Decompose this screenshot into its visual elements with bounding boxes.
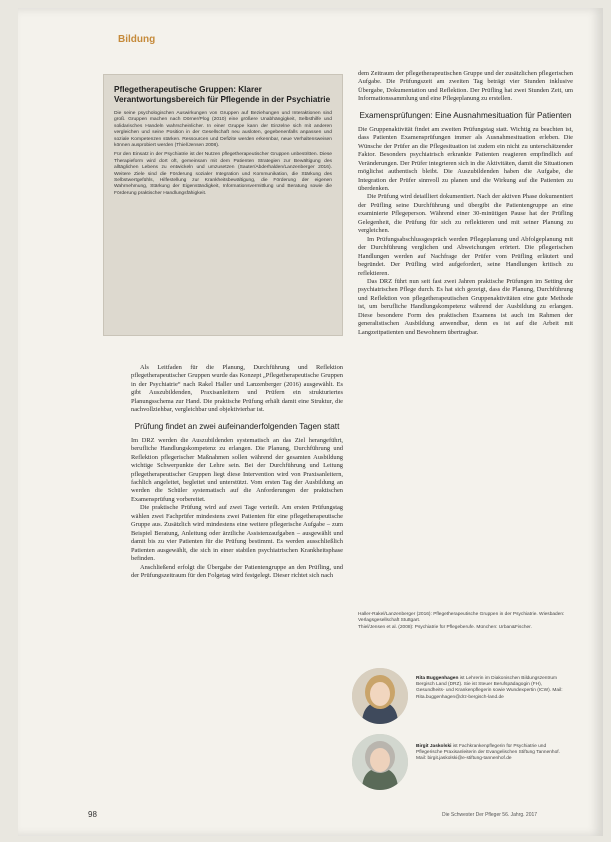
author-text: ist Fachkrankenpflegerin für Psychiatrie und Pflegerische Praxisanleiterin der Evangelischen Stiftung Tannenhof. Mail: birgit.jaskolski@e-stiftung-tannenhof.de <box>416 744 560 762</box>
body-paragraph: Im Prüfungsabschlussgespräch werden Pflegeplanung und Abfolgeplanung mit der Durchführung verglichen und Abweichungen erörtert. Die pflegerischen Handlungen werden auf Nachfrage der Prüfer vom Prüfling erläutert und begründet. Der Prüfling wird aufgefordert, seine Handlungen kritisch zu reflektieren. <box>358 235 573 277</box>
body-paragraph: Die Gruppenaktivität findet am zweiten Prüfungstag statt. Wichtig zu beachten ist, dass Patienten Examensprüfungen immer als Ausnahmesituation erleben. Die Wünsche der Prüfer an die Pflegesituation ist zudem ein nicht zu unterschätzender Faktor. Besonders psychiatrisch erkrankte Patienten reagieren empfindlich auf Veränderungen. Der Prüfer integrieren sich in die Aktivitäten, damit die Situationen möglichst authentisch bleibt. Die Auszubildenden haben die Aufgabe, die Integration der Prüfer sinnvoll zu planen und die Wirkung auf die Patienten zu überdenken. <box>358 125 573 192</box>
body-paragraph: Die praktische Prüfung wird auf zwei Tage verteilt. Am ersten Prüfungstag wählen zwei Fachprüfer mindestens zwei Patienten für eine pflegetherapeutische Gruppe aus. Zusätzlich wird mindestens eine weitere pflegerische Aufgabe – zum Beispiel Beratung, Anleitung oder ärztliche Assistenzaufgaben – ausgewählt und damit bis zu vier Patienten für die Prüfung bestimmt. Es werden ausschließlich Patienten ausgewählt, die sich in einer stabilen psychiatrischen Krankheitsphase befinden. <box>131 504 343 563</box>
info-box-paragraph: Für den Einsatz in der Psychiatrie ist der Nutzen pflegetherapeutischer Gruppen unbestritten. Diese Therapieform wird dort oft, gemeinsam mit dem Patienten Strategien zur Bewältigung des alltäglichen Lebens zu entwickeln und umzusetzen (Sauter/Abderhalden/Lanzenberger 2016). Weitere Ziele sind die Förderung sozialer Integration und Kommunikation, die Stärkung des Selbstwertgefühls, Hilfestellung zur Krankheitsbewältigung, die Förderung der eigenen Wahrnehmung, Stärkung der Eigenständigkeit, Informationsvermittlung und Beratung sowie die Förderung praktischer Handlungsfähigkeit. <box>114 152 332 196</box>
section-label: Bildung <box>118 34 156 45</box>
reference-item: Thiel/Jensen et al. (2008): Psychiatrie für Pflegeberufe. München: Urban&Fischer. <box>358 625 532 631</box>
subheading: Prüfung findet an zwei aufeinanderfolgenden Tagen statt <box>134 421 340 431</box>
author-name: Rita Buggenhagen <box>416 676 459 681</box>
author-photo <box>352 668 408 724</box>
author-text: ist Lehrerin im Diakonischen Bildungszentrum Bergisch Land (DRZ). Sie ist Steuer Berufspädagogin (FH), Gesundheits- und Krankenpflegerin sowie Wundexpertin (ICW). Mail: Rita.buggenhagen@drz-bergisch-land.de <box>416 676 563 700</box>
subheading: Examensprüfungen: Eine Ausnahmesituation für Patienten <box>359 110 572 120</box>
author-bio <box>416 676 566 701</box>
body-paragraph: Im DRZ werden die Auszubildenden systematisch an das Ziel herangeführt, berufliche Handlungskompetenz zu erlangen. Die Planung, Durchführung und Reflektion pflegerischer Maßnahmen sollen während der gesamten Ausbildung wichtige Schwerpunkte der Lehre sein. Bei der Durchführung und Leitung pflegetherapeutischer Gruppen liegt diese Intervention wird von Praxisanleitern, fachlich angeleitet, begleitet und unterstützt. Vom ersten Tag der Ausbildung an werden die Schüler systematisch auf die Anforderungen der praktischen Examensprüfung vorbereitet. <box>131 436 343 503</box>
reference-item: Haller-Rakel/Lanzenberger (2016): Pflegetherapeutische Gruppen in der Psychiatrie. Wiesbaden: Verlagsgesellschaft Stuttgart. <box>358 612 565 624</box>
right-column <box>358 70 573 337</box>
author-bio <box>416 744 566 763</box>
author-name: Birgit Jaskolski <box>416 744 452 749</box>
body-paragraph: Anschließend erfolgt die Übergabe der Patientengruppe an den Prüfling, und der Prüfungszeitraum für den Folgetag wird festgelegt. Dieser richtet sich nach <box>131 563 343 579</box>
left-column <box>131 364 343 580</box>
body-paragraph: Die Prüfung wird detailliert dokumentiert. Nach der aktiven Phase dokumentiert der Prüfling seine Durchführung und übergibt die Patientengruppe an eine examinierte Pflegeperson. Während einer 30-minütigen Pause hat der Prüfling Gelegenheit, die Prüfung für sich zu reflektieren und mit seiner Planung zu vergleichen. <box>358 193 573 235</box>
body-paragraph: Das DRZ führt nun seit fast zwei Jahren praktische Prüfungen im Setting der psychiatrischen Pflege durch. Es hat sich gezeigt, dass die Planung, Durchführung und Reflektion von pflegetherapeutischen Gruppenaktivitäten eine gute Methode ist, um berufliche Handlungskompetenz während der Ausbildung zu erlangen. Diese besondere Form des praktischen Examens ist auch im Rahmen der generalistischen Ausbildung anwendbar, denn es ist auf die Arbeit mit Langzeitpatienten und Bewohnern übertragbar. <box>358 277 573 336</box>
info-box-title: Pflegetherapeutische Gruppen: Klarer Verantwortungsbereich für Pflegende in der Psychiatrie <box>114 85 331 104</box>
publication-footer: Die Schwester Der Pfleger 56. Jahrg. 2017 <box>442 812 538 818</box>
author-photo <box>352 734 408 790</box>
info-box-paragraph: Die seine psychologischen Auswirkungen von Gruppen auf Beziehungen und Interaktionen sind groß. Gruppen machen nach Dörner/Plog (2010) eine größere Unabhängigkeit, Selbsthilfe und solidarisches Handeln wahrscheinlicher. In einer Gruppe kann der Einzelne sich mit anderen vergleichen und seine Position in der Gesellschaft neu ausloten, gegebenenfalls anpassen und soziale Kompetenzen stärken. Ressourcen und Defizite werden erkennbar, neue Verhaltensweisen können ausprobiert werden (Thiel/Jensen 2008). <box>114 111 332 149</box>
references <box>358 612 573 633</box>
body-paragraph: dem Zeitraum der pflegetherapeutischen Gruppe und der zusätzlichen pflegerischen Aufgabe. Die Prüfungszeit am zweiten Tag beträgt vier Stunden inklusive Übergabe, Dokumentation und Reflektion. Der Prüfling hat zwei Stunden Zeit, um Informationssammlung und eine Pflegeplanung zu erstellen. <box>358 70 573 103</box>
body-paragraph: Als Leitfaden für die Planung, Durchführung und Reflektion pflegetherapeutischer Gruppen wurde das Konzept „Pflegetherapeutische Gruppen in der Psychiatrie“ nach Rakel Haller und Lanzenberger (2016) ausgewählt. Es gibt Auszubildenden, Praxisanleitern und Prüfern ein strukturiertes Planungsschema zur Hand. Die praktische Prüfung erhält damit eine Struktur, die nachvollziehbar, vergleichbar und objektivierbar ist. <box>131 364 343 414</box>
info-box <box>103 74 343 336</box>
magazine-page <box>18 8 603 836</box>
page-number: 98 <box>88 810 97 819</box>
